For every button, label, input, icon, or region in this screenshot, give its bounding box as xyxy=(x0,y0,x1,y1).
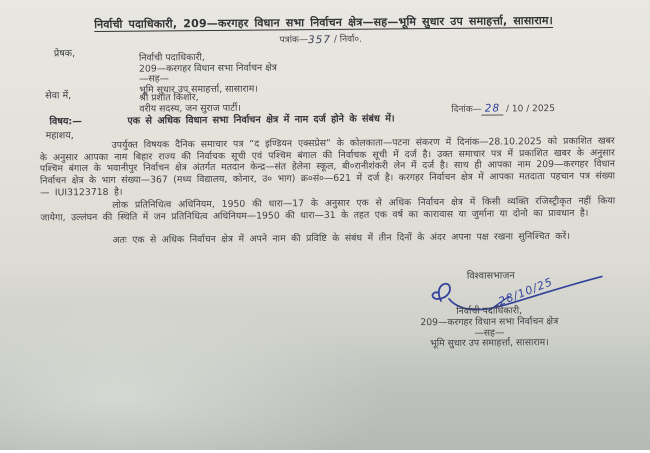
ref-number-handwritten: 357 xyxy=(307,33,332,47)
signatory-line: निर्वाची पदाधिकारी, xyxy=(456,305,523,317)
to-line: वरीय सदस्य, जन सुराज पार्टी। xyxy=(139,102,241,115)
from-line: 209—करगहर विधान सभा निर्वाचन क्षेत्र xyxy=(138,62,277,75)
body-paragraph-1: उपर्युक्त विषयक दैनिक समाचार पत्र “द इण्डियन एक्सप्रेस” के कोलकाता—पटना संकरण में दिनांक—28.10.2025 को प्रकाशित खबर के अनुसार आपका नाम बिहार राज्य की निर्वाचक सूची एवं पश्चिम बंगाल की निर्वाचक सूची में दर्ज है। उक्त समाचार पत्र में प्रकाशित खबर के अनुसार पश्चिम बंगाल के भवानीपुर निर्वाचन क्षेत्र अंतर्गत मतदान केन्द्र—संत हेलेना स्कूल, बी०रानीशंकरी लेन में दर्ज है। साथ ही आपका नाम 209—करगहर विधान निर्वाचन क्षेत्र के भाग संख्या—367 (मध्य विद्यालय, कोनार, उ० भाग) क्र०सं०—621 में दर्ज है। करगहर निर्वाचन क्षेत्र में आपका मतदाता पहचान पत्र संख्या— IUI3123718 है। xyxy=(39,135,616,199)
date-rest: / 10 / 2025 xyxy=(503,103,556,115)
signatory-line: भूमि सुधार उप समाहर्त्ता, सासाराम। xyxy=(430,337,549,350)
signatory-line: 209—करगहर विधान सभा निर्वाचन क्षेत्र xyxy=(420,315,559,328)
body-paragraph-2: लोक प्रतिनिधित्व अधिनियम, 1950 की धारा—17 के अनुसार एक से अधिक निर्वाचन क्षेत्र में किसी व्यक्ति रजिस्ट्रीकृत नहीं किया जायेगा, उल्लंघन की स्थिति में जन प्रतिनिधित्व अधिनियम—1950 की धारा—31 के तहत एक वर्ष का कारावास या जुर्माना या दोनो का प्रावधान है। xyxy=(40,195,616,224)
letter-ref-line xyxy=(0,29,643,48)
from-line: भूमि सुधार उप समाहर्त्ता, सासाराम। xyxy=(139,83,258,96)
from-line: —सह— xyxy=(139,73,169,85)
date-line xyxy=(451,101,555,115)
subject-text: एक से अधिक विधान सभा निर्वाचन क्षेत्र में नाम दर्ज होने के संबंध में। xyxy=(127,113,395,127)
from-line: निर्वाची पदाधिकारी, xyxy=(138,52,205,64)
closing-word: विश्वासभाजन xyxy=(466,270,515,282)
to-label: सेवा में, xyxy=(45,90,72,102)
ref-suffix: / निर्वा०. xyxy=(330,34,362,45)
subject-label: विषय:— xyxy=(49,116,82,128)
ref-label: पत्रांक— xyxy=(279,35,308,46)
date-label: दिनांक— xyxy=(451,104,482,115)
signatory-line: —सह— xyxy=(474,327,505,339)
body-paragraph-3: अतः एक से अधिक निर्वाचन क्षेत्र में अपने नाम की प्रविष्टि के संबंध में तीन दिनों के अंदर अपना पक्ष रखना सुनिश्चित करें। xyxy=(112,230,570,246)
to-address-block xyxy=(139,93,241,115)
to-line: श्री प्रशांत किशोर, xyxy=(139,92,199,104)
signatory-block xyxy=(393,306,585,351)
signature-date-handwritten: 28/10/25 xyxy=(496,275,555,309)
from-label: प्रेषक, xyxy=(53,48,76,60)
date-day-handwritten: 28 xyxy=(482,102,503,115)
letterhead-title: निर्वाची पदाधिकारी, 209—करगहर विधान सभा निर्वाचन क्षेत्र—सह—भूमि सुधार उप समाहर्त्ता, सासाराम। xyxy=(94,14,554,32)
salutation: महाशय, xyxy=(45,130,74,142)
from-address-block xyxy=(139,52,277,96)
